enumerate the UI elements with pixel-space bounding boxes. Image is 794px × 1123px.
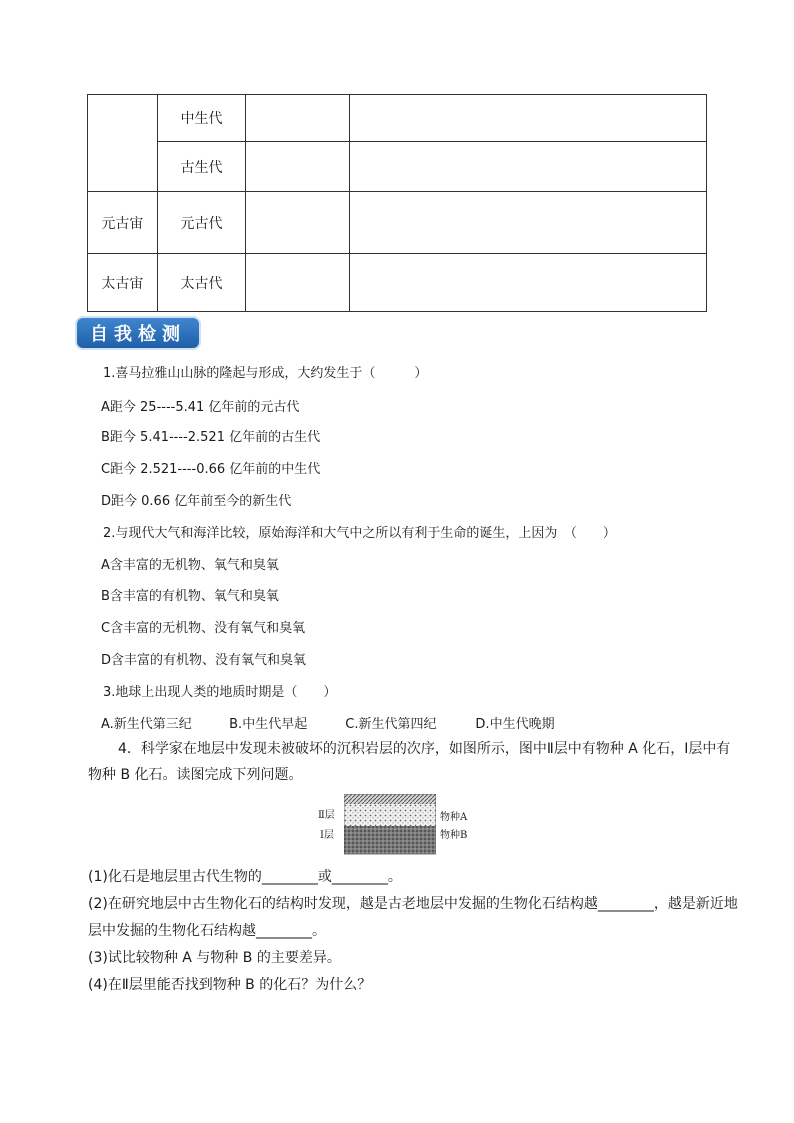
table-cell-blank [349,142,706,192]
question-4-sub-2-line-2: 层中发掘的生物化石结构越________。 [88,923,326,939]
layer-i [344,826,436,854]
question-1-option-a: A距今 25----5.41 亿年前的元古代 [101,400,300,415]
strata-layers-diagram [344,794,436,856]
table-cell-eon: 元古宙 [88,192,158,254]
question-1-option-c: C距今 2.521----0.66 亿年前的中生代 [101,462,321,477]
section-title-badge: 自我检测 [77,318,199,348]
table-row [88,95,707,142]
table-cell-era: 太古代 [157,254,246,312]
question-3-options [101,713,555,732]
question-4-sub-3: (3)试比较物种 A 与物种 B 的主要差异。 [88,950,341,966]
layer-ii-label: Ⅱ层 [318,810,335,821]
table-cell-blank [349,254,706,312]
table-cell-blank [246,95,349,142]
table-cell-blank [246,254,349,312]
strata-figure [318,792,478,856]
table-cell-blank [246,192,349,254]
question-2-option-b: B含丰富的有机物、氧气和臭氧 [101,589,279,604]
question-2-option-c: C含丰富的无机物、没有氧气和臭氧 [101,621,306,636]
table-cell-blank [349,192,706,254]
question-2-option-a: A含丰富的无机物、氧气和臭氧 [101,558,279,573]
species-a-label: 物种A [440,812,468,823]
question-2-stem: 2.与现代大气和海洋比较，原始海洋和大气中之所以有利于生命的诞生，上因为 （ ） [103,526,616,541]
table-cell-era: 元古代 [157,192,246,254]
table-cell-eon: 太古宙 [88,254,158,312]
question-4-sub-4: (4)在Ⅱ层里能否找到物种 B 的化石？为什么？ [88,977,372,993]
question-4-stem-line-2: 物种 B 化石。读图完成下列问题。 [88,767,303,783]
question-1-stem: 1.喜马拉雅山山脉的隆起与形成，大约发生于（ ） [103,366,428,381]
question-3-option-b: B.中生代早起 [229,717,308,732]
table-cell-blank [246,142,349,192]
table-cell-era: 中生代 [157,95,246,142]
question-1-option-b: B距今 5.41----2.521 亿年前的古生代 [101,430,321,445]
top-soil-layer [344,794,436,804]
table-cell-blank [349,95,706,142]
species-b-label: 物种B [440,830,468,841]
question-3-option-d: D.中生代晚期 [475,717,555,732]
table-cell-era: 古生代 [157,142,246,192]
question-3-stem: 3.地球上出现人类的地质时期是（ ） [103,685,337,700]
question-3-option-a: A.新生代第三纪 [101,717,192,732]
question-4-sub-1: (1)化石是地层里古代生物的________或________。 [88,869,402,885]
table-row [88,142,707,192]
question-1-option-d: D距今 0.66 亿年前至今的新生代 [101,494,292,509]
layer-ii [344,804,436,826]
table-cell-eon [88,95,158,192]
question-3-option-c: C.新生代第四纪 [345,717,437,732]
geologic-time-table [87,94,707,312]
layer-i-label: Ⅰ层 [320,830,334,841]
question-4-stem-line-1: 4．科学家在地层中发现未被破坏的沉积岩层的次序，如图所示，图中Ⅱ层中有物种 A 化石，Ⅰ层中有 [118,741,731,757]
question-2-option-d: D含丰富的有机物、没有氧气和臭氧 [101,653,307,668]
question-4-sub-2-line-1: (2)在研究地层中古生物化石的结构时发现，越是古老地层中发掘的生物化石结构越________，越是新近地 [88,896,738,912]
table-row [88,254,707,312]
table-row [88,192,707,254]
